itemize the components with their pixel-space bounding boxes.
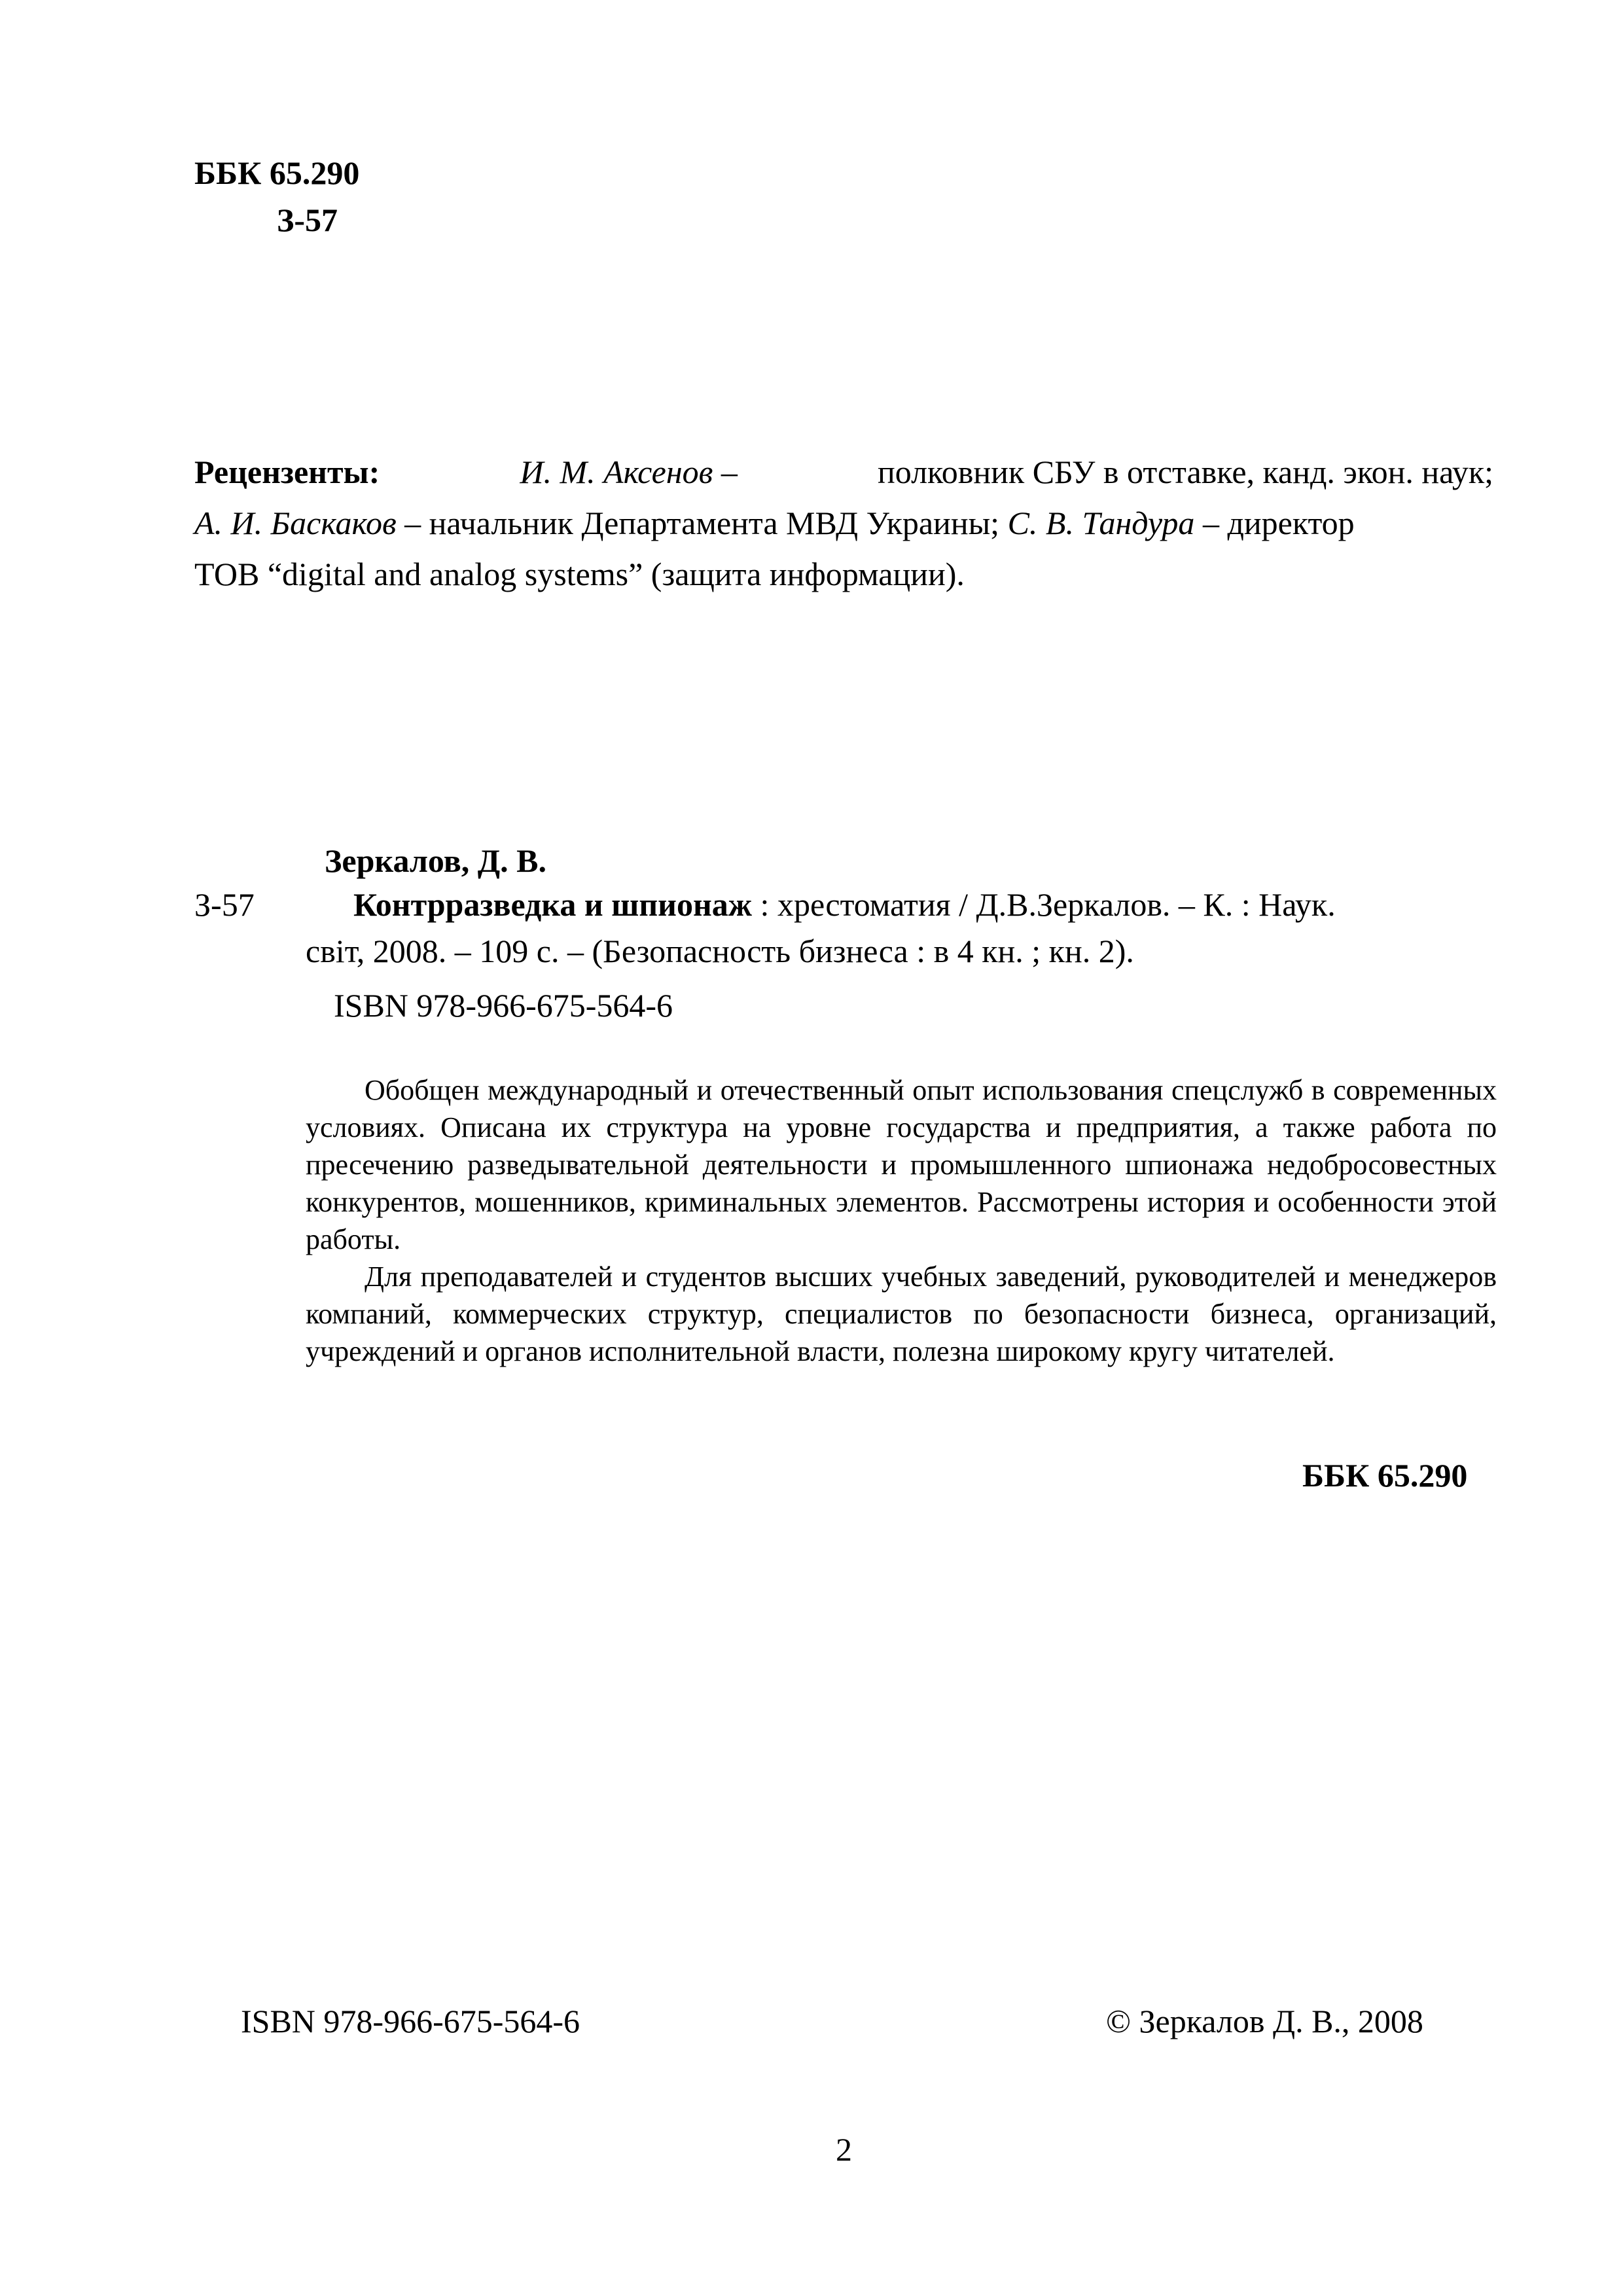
reviewers-line-2 xyxy=(194,497,1493,548)
reviewer-3-role-end: ТОВ “digital and analog systems” (защита информации). xyxy=(194,556,965,592)
bbk-classification-bottom: ББК 65.290 xyxy=(1302,1457,1468,1494)
catalog-title: Контрразведка и шпионаж xyxy=(353,886,753,923)
reviewers-block xyxy=(194,446,1493,600)
annotation-paragraph-1: Обобщен международный и отечественный опыт использования спецслужб в современных условиях. Описана их структура на уровне государства и предприятия, а также работа по пресечению разведывательной деятельности и промышленного шпионажа недобросовестных конкурентов, мошенников, криминальных элементов. Рассмотрены история и особенности этой работы. xyxy=(306,1074,1497,1255)
reviewer-3-name: С. В. Тандура xyxy=(1007,505,1195,541)
annotation-paragraph-2: Для преподавателей и студентов высших учебных заведений, руководителей и менеджеров компаний, коммерческих структур, специалистов по безопасности бизнеса, организаций, учреждений и органов исполнительной власти, полезна широкому кругу читателей. xyxy=(306,1261,1497,1367)
reviewer-1-role: полковник СБУ в отставке, канд. экон. наук; xyxy=(877,454,1493,490)
catalog-details-line-2: світ, 2008. – 109 с. – (Безопасность бизнеса : в 4 кн. ; кн. 2). xyxy=(306,933,1134,969)
catalog-title-line xyxy=(353,885,1495,924)
reviewer-2-role: – начальник Департамента МВД Украины; xyxy=(396,505,1008,541)
reviewers-label: Рецензенты: xyxy=(194,454,380,490)
reviewers-line-1 xyxy=(194,446,1493,497)
footer-isbn: ISBN 978-966-675-564-6 xyxy=(241,2003,580,2039)
footer-copyright: © Зеркалов Д. В., 2008 xyxy=(1106,2003,1423,2039)
reviewer-1-name: И. М. Аксенов – xyxy=(520,454,738,490)
catalog-isbn: ISBN 978-966-675-564-6 xyxy=(334,987,673,1024)
reviewer-2-name: А. И. Баскаков xyxy=(194,505,397,541)
catalog-author: Зеркалов, Д. В. xyxy=(325,842,546,879)
catalog-code: З-57 xyxy=(194,886,255,923)
annotation xyxy=(306,1071,1497,1370)
page-number: 2 xyxy=(836,2131,852,2168)
catalog-details-line-1: : хрестоматия / Д.В.Зеркалов. – К. : Наук. xyxy=(752,886,1336,923)
author-code-top: З-57 xyxy=(277,202,338,238)
reviewer-3-role-start: – директор xyxy=(1194,505,1355,541)
bbk-classification-top: ББК 65.290 xyxy=(194,154,360,191)
